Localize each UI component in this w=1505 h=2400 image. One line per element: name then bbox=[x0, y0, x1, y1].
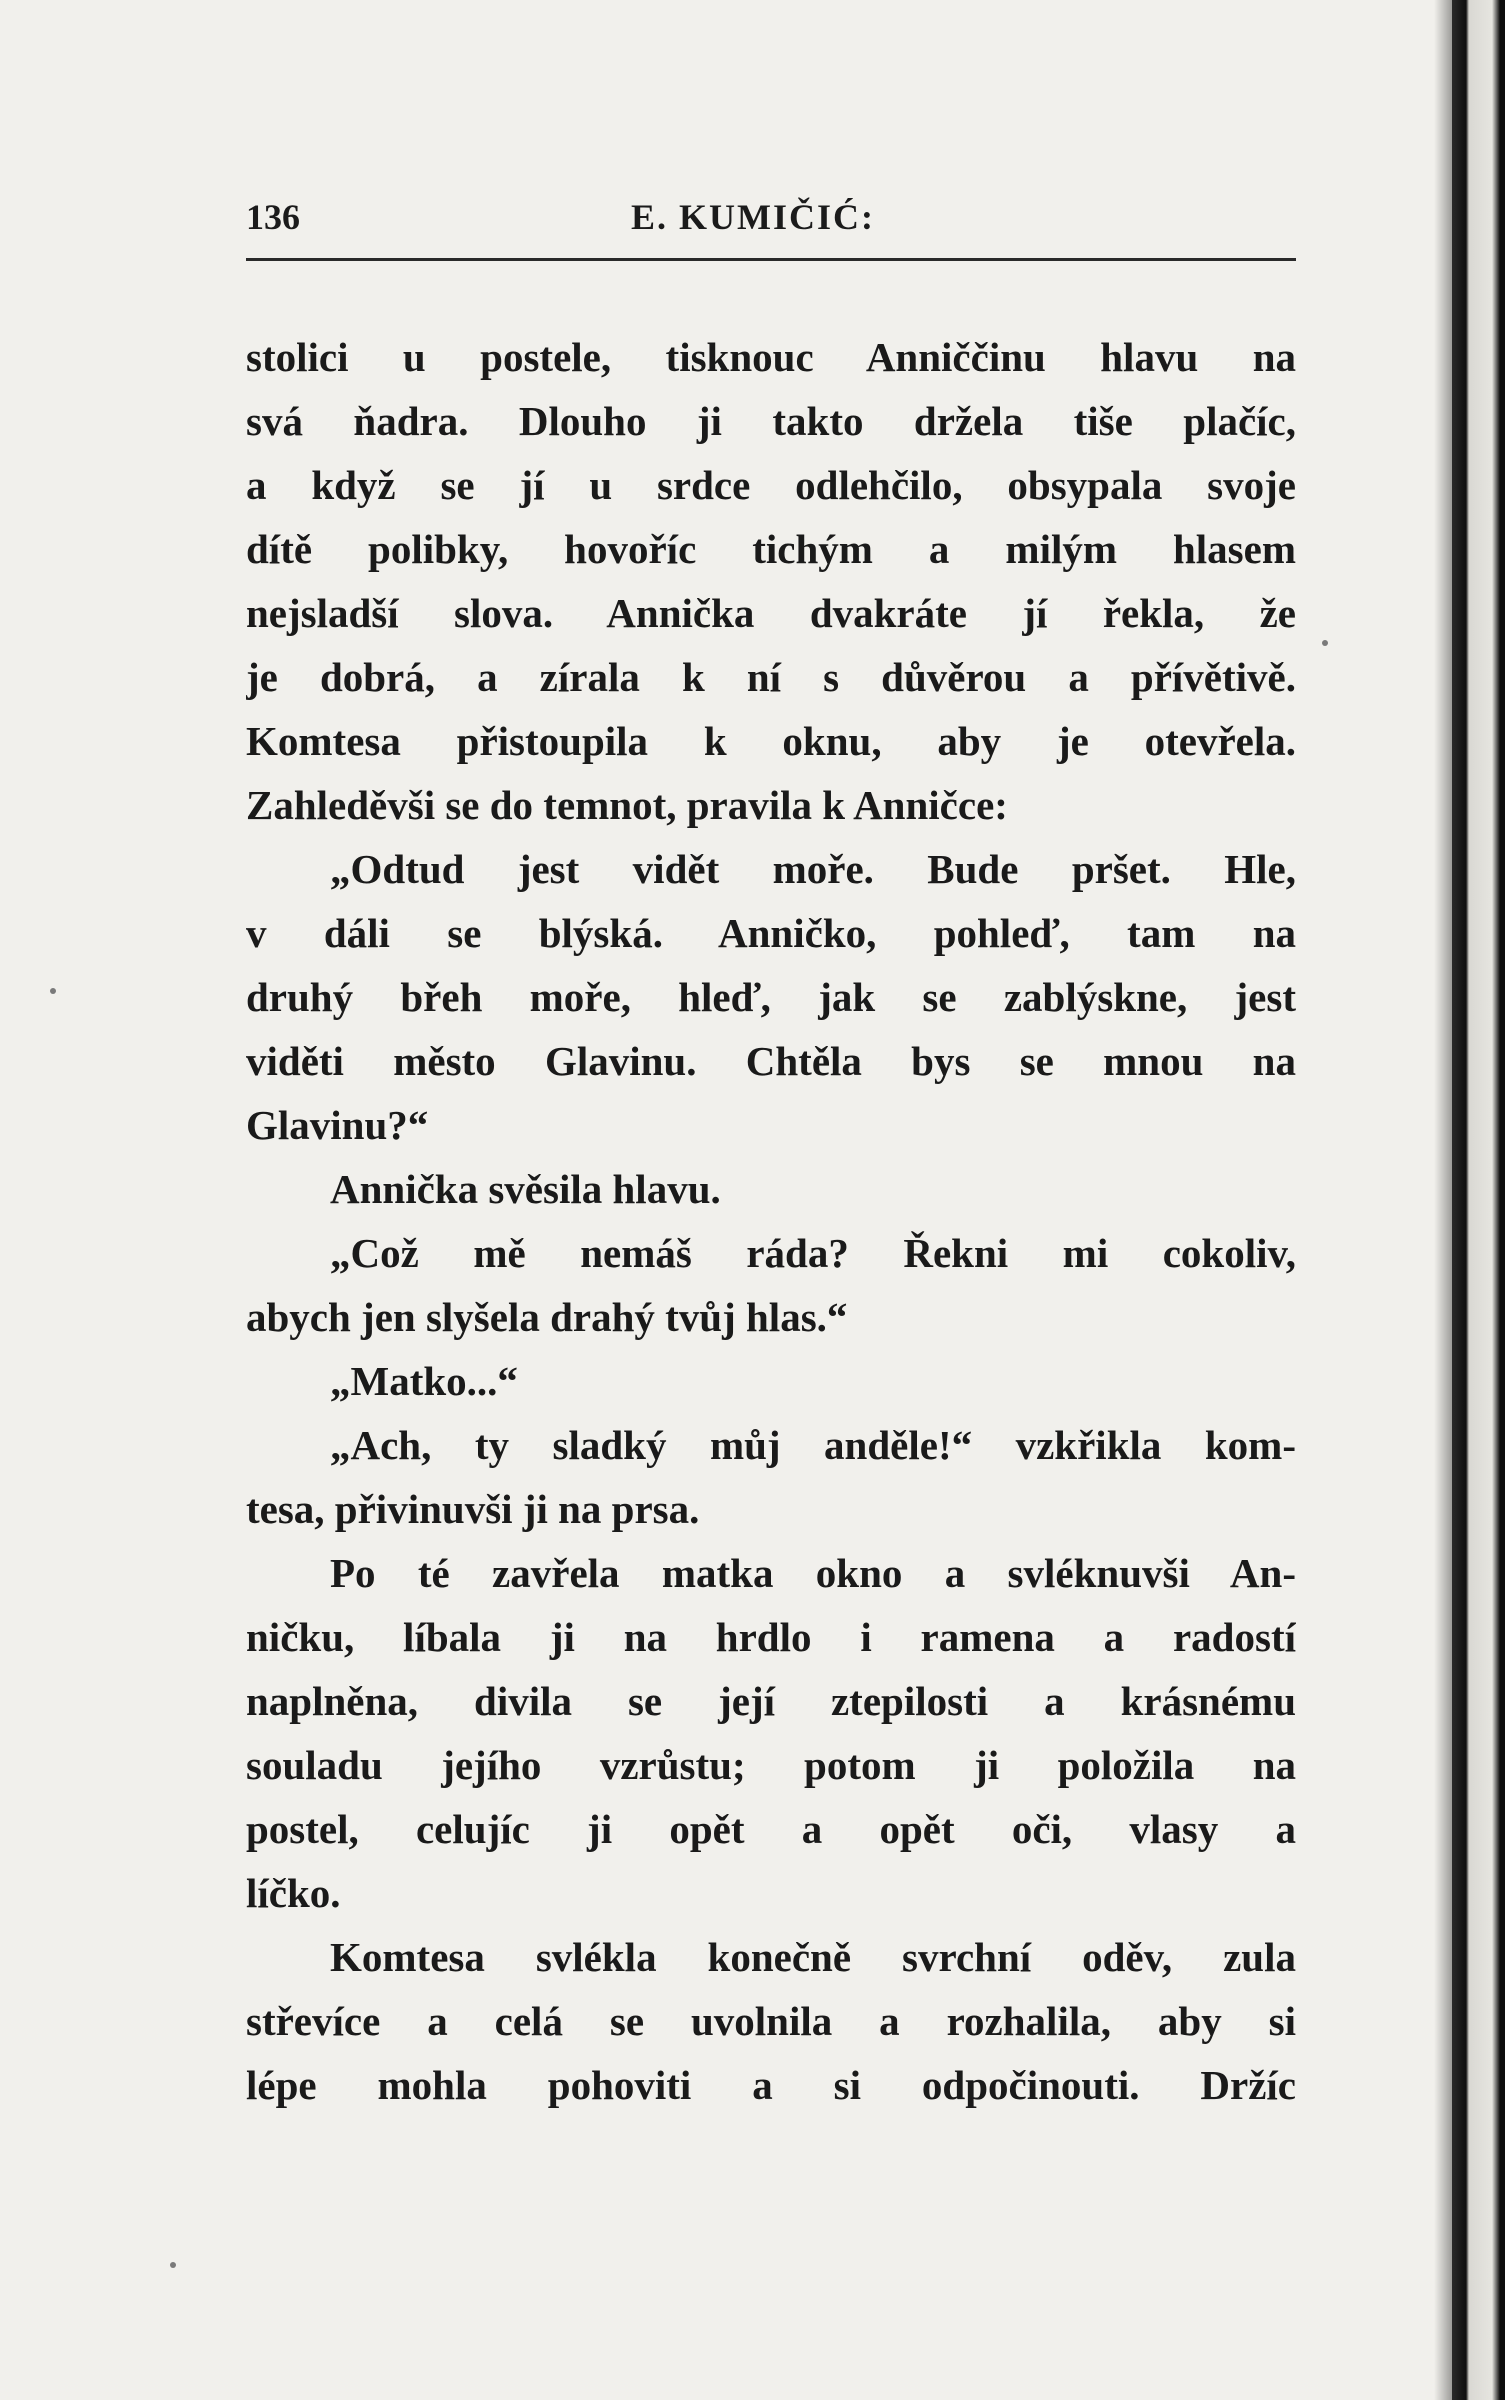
text-line: dítě polibky, hovoříc tichým a milým hlasem bbox=[246, 526, 1296, 572]
running-head: E. KUMIČIĆ: bbox=[631, 197, 875, 237]
spine-shadow bbox=[1434, 0, 1452, 2400]
text-line: druhý břeh moře, hleď, jak se zablýskne, jest bbox=[246, 974, 1296, 1020]
text-line: svá ňadra. Dlouho ji takto držela tiše plačíc, bbox=[246, 398, 1296, 444]
body-text bbox=[246, 325, 1296, 2117]
paper-speck bbox=[170, 2262, 176, 2268]
text-line: v dáli se blýská. Anničko, pohleď, tam na bbox=[246, 910, 1296, 956]
text-line: naplněna, divila se její ztepilosti a krásnému bbox=[246, 1678, 1296, 1724]
text-line: abych jen slyšela drahý tvůj hlas.“ bbox=[246, 1294, 848, 1340]
text-line: souladu jejího vzrůstu; potom ji položila na bbox=[246, 1742, 1296, 1788]
text-line: ničku, líbala ji na hrdlo i ramena a radostí bbox=[246, 1614, 1296, 1660]
header-rule bbox=[246, 258, 1296, 261]
text-line: Zahleděvši se do temnot, pravila k Anničce: bbox=[246, 782, 1008, 828]
text-line: viděti město Glavinu. Chtěla bys se mnou na bbox=[246, 1038, 1296, 1084]
text-line: líčko. bbox=[246, 1870, 341, 1916]
page-edge bbox=[1452, 0, 1505, 2400]
text-line: „Odtud jest vidět moře. Bude pršet. Hle, bbox=[330, 846, 1296, 892]
text-line: lépe mohla pohoviti a si odpočinouti. Držíc bbox=[246, 2062, 1296, 2108]
text-line: Komtesa přistoupila k oknu, aby je otevřela. bbox=[246, 718, 1296, 764]
text-line: a když se jí u srdce odlehčilo, obsypala svoje bbox=[246, 462, 1296, 508]
text-line: Po té zavřela matka okno a svléknuvši An- bbox=[330, 1550, 1296, 1596]
text-line: tesa, přivinuvši ji na prsa. bbox=[246, 1486, 700, 1532]
text-line: střevíce a celá se uvolnila a rozhalila, aby si bbox=[246, 1998, 1296, 2044]
paper-speck bbox=[50, 988, 56, 994]
text-line: Annička svěsila hlavu. bbox=[330, 1166, 721, 1212]
page-header bbox=[246, 196, 1296, 246]
text-line: je dobrá, a zírala k ní s důvěrou a přívětivě. bbox=[246, 654, 1296, 700]
text-line: nejsladší slova. Annička dvakráte jí řekla, že bbox=[246, 590, 1296, 636]
text-line: postel, celujíc ji opět a opět oči, vlasy a bbox=[246, 1806, 1296, 1852]
paper-speck bbox=[1322, 640, 1328, 646]
text-line: „Ach, ty sladký můj anděle!“ vzkřikla kom- bbox=[330, 1422, 1296, 1468]
text-line: stolici u postele, tisknouc Anniččinu hlavu na bbox=[246, 334, 1296, 380]
text-line: Glavinu?“ bbox=[246, 1102, 429, 1148]
text-line: Komtesa svlékla konečně svrchní oděv, zula bbox=[330, 1934, 1296, 1980]
page-number: 136 bbox=[246, 197, 300, 237]
text-line: „Matko...“ bbox=[330, 1358, 518, 1404]
text-line: „Což mě nemáš ráda? Řekni mi cokoliv, bbox=[330, 1230, 1296, 1276]
